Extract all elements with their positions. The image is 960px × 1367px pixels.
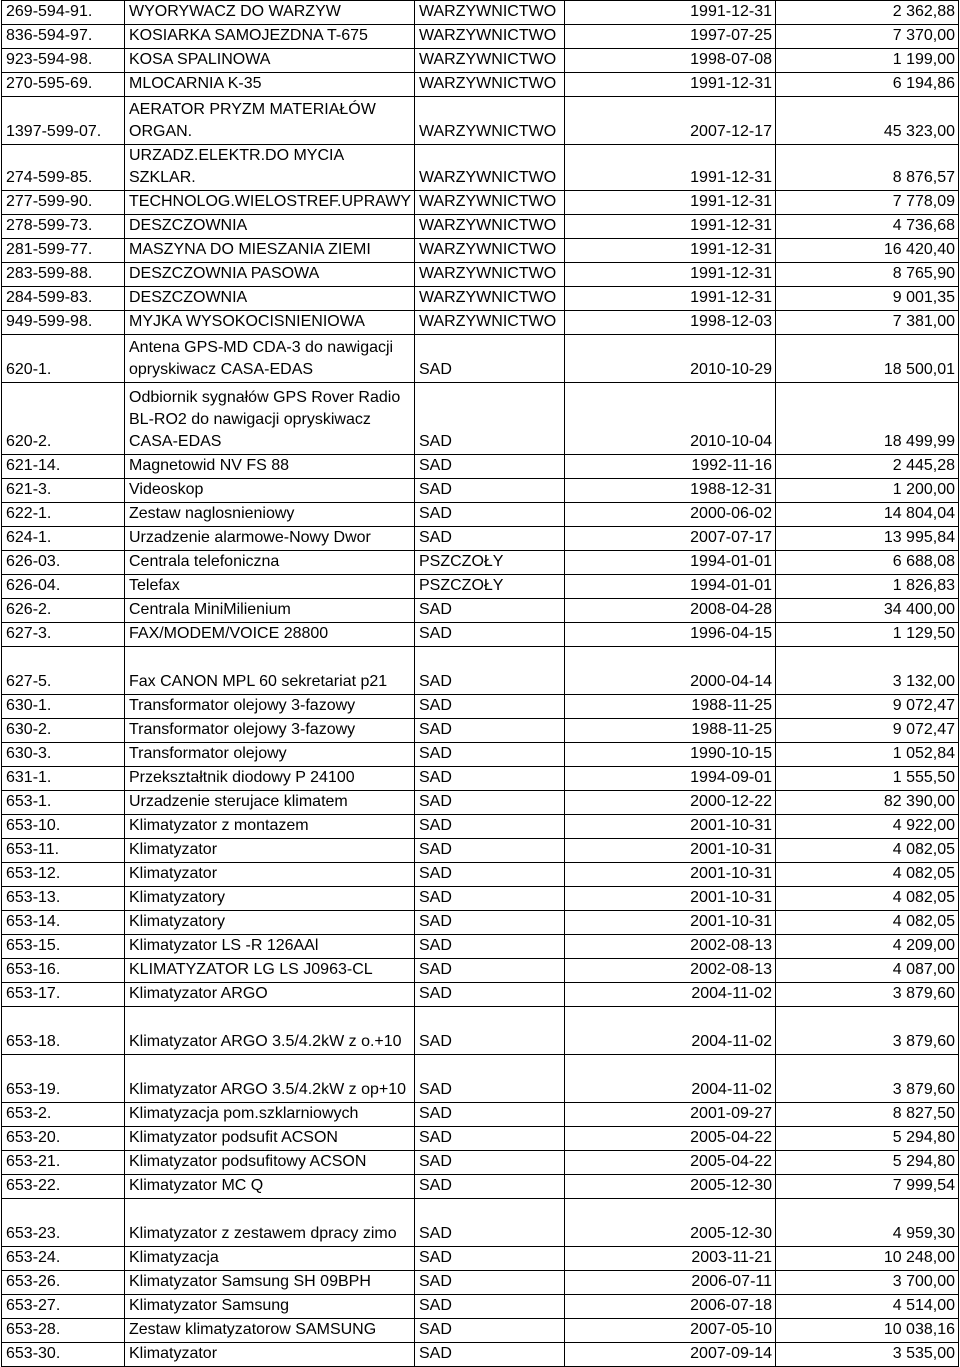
asset-category-cell: WARZYWNICTWO: [415, 1, 565, 25]
asset-date-cell: 1988-11-25: [565, 695, 776, 719]
asset-category-cell: WARZYWNICTWO: [415, 239, 565, 263]
asset-name-cell: Klimatyzator podsufit ACSON: [125, 1127, 415, 1151]
asset-id-cell: 653-22.: [2, 1175, 125, 1199]
asset-name-cell: Przekształtnik diodowy P 24100: [125, 767, 415, 791]
asset-date-cell: 2007-12-17: [565, 97, 776, 145]
asset-id-cell: 624-1.: [2, 527, 125, 551]
asset-category-cell: WARZYWNICTWO: [415, 145, 565, 191]
table-row: [2, 1055, 959, 1103]
asset-date-cell: 1991-12-31: [565, 239, 776, 263]
asset-id-cell: 653-12.: [2, 863, 125, 887]
table-row: [2, 719, 959, 743]
asset-value-cell: 8 827,50: [776, 1103, 959, 1127]
asset-name-cell: Transformator olejowy 3-fazowy: [125, 719, 415, 743]
asset-id-cell: 653-13.: [2, 887, 125, 911]
asset-date-cell: 1994-01-01: [565, 551, 776, 575]
asset-value-cell: 6 688,08: [776, 551, 959, 575]
asset-id-cell: 284-599-83.: [2, 287, 125, 311]
asset-date-cell: 2000-06-02: [565, 503, 776, 527]
asset-id-cell: 653-23.: [2, 1199, 125, 1247]
asset-id-cell: 653-27.: [2, 1295, 125, 1319]
asset-id-cell: 277-599-90.: [2, 191, 125, 215]
asset-name-cell: Klimatyzator ARGO: [125, 983, 415, 1007]
asset-id-cell: 626-04.: [2, 575, 125, 599]
asset-name-cell: Klimatyzator MC Q: [125, 1175, 415, 1199]
asset-category-cell: SAD: [415, 623, 565, 647]
asset-category-cell: WARZYWNICTWO: [415, 191, 565, 215]
asset-date-cell: 1991-12-31: [565, 215, 776, 239]
asset-category-cell: SAD: [415, 887, 565, 911]
asset-id-cell: 630-1.: [2, 695, 125, 719]
asset-value-cell: 4 087,00: [776, 959, 959, 983]
asset-id-cell: 653-20.: [2, 1127, 125, 1151]
asset-date-cell: 1991-12-31: [565, 287, 776, 311]
table-row: [2, 983, 959, 1007]
asset-date-cell: 2001-10-31: [565, 839, 776, 863]
asset-category-cell: SAD: [415, 743, 565, 767]
asset-name-cell: Klimatyzator z montazem: [125, 815, 415, 839]
table-row: [2, 1271, 959, 1295]
asset-value-cell: 16 420,40: [776, 239, 959, 263]
asset-date-cell: 2007-07-17: [565, 527, 776, 551]
asset-category-cell: WARZYWNICTWO: [415, 215, 565, 239]
asset-value-cell: 4 082,05: [776, 911, 959, 935]
asset-value-cell: 13 995,84: [776, 527, 959, 551]
asset-value-cell: 10 038,16: [776, 1319, 959, 1343]
table-row: [2, 1343, 959, 1367]
asset-name-cell: Urzadzenie sterujace klimatem: [125, 791, 415, 815]
asset-value-cell: 18 500,01: [776, 335, 959, 383]
asset-date-cell: 2005-04-22: [565, 1151, 776, 1175]
asset-id-cell: 653-17.: [2, 983, 125, 1007]
asset-category-cell: WARZYWNICTWO: [415, 49, 565, 73]
asset-date-cell: 2001-10-31: [565, 815, 776, 839]
asset-date-cell: 2003-11-21: [565, 1247, 776, 1271]
asset-date-cell: 1988-12-31: [565, 479, 776, 503]
asset-name-cell: WYORYWACZ DO WARZYW: [125, 1, 415, 25]
asset-value-cell: 7 370,00: [776, 25, 959, 49]
asset-id-cell: 923-594-98.: [2, 49, 125, 73]
asset-value-cell: 9 001,35: [776, 287, 959, 311]
asset-name-cell: AERATOR PRYZM MATERIAŁÓW ORGAN.: [125, 97, 415, 145]
asset-value-cell: 1 129,50: [776, 623, 959, 647]
asset-category-cell: SAD: [415, 1007, 565, 1055]
asset-value-cell: 1 052,84: [776, 743, 959, 767]
asset-value-cell: 3 700,00: [776, 1271, 959, 1295]
table-row: [2, 743, 959, 767]
asset-category-cell: WARZYWNICTWO: [415, 73, 565, 97]
table-row: [2, 839, 959, 863]
asset-id-cell: 653-30.: [2, 1343, 125, 1367]
asset-value-cell: 7 778,09: [776, 191, 959, 215]
asset-category-cell: SAD: [415, 935, 565, 959]
table-row: [2, 863, 959, 887]
table-row: [2, 935, 959, 959]
asset-date-cell: 1992-11-16: [565, 455, 776, 479]
table-row: [2, 1103, 959, 1127]
asset-name-cell: Antena GPS-MD CDA-3 do nawigacji opryskiwacz CASA-EDAS: [125, 335, 415, 383]
asset-date-cell: 1991-12-31: [565, 263, 776, 287]
asset-name-cell: Klimatyzator ARGO 3.5/4.2kW z o.+10: [125, 1007, 415, 1055]
asset-date-cell: 2006-07-18: [565, 1295, 776, 1319]
asset-name-cell: KOSA SPALINOWA: [125, 49, 415, 73]
asset-date-cell: 1998-07-08: [565, 49, 776, 73]
asset-name-cell: Zestaw klimatyzatorow SAMSUNG: [125, 1319, 415, 1343]
asset-category-cell: WARZYWNICTWO: [415, 311, 565, 335]
asset-date-cell: 1991-12-31: [565, 1, 776, 25]
asset-value-cell: 3 535,00: [776, 1343, 959, 1367]
asset-id-cell: 269-594-91.: [2, 1, 125, 25]
asset-category-cell: SAD: [415, 1055, 565, 1103]
asset-category-cell: SAD: [415, 1199, 565, 1247]
asset-value-cell: 82 390,00: [776, 791, 959, 815]
asset-category-cell: SAD: [415, 791, 565, 815]
asset-name-cell: Centrala telefoniczna: [125, 551, 415, 575]
asset-category-cell: SAD: [415, 767, 565, 791]
asset-value-cell: 14 804,04: [776, 503, 959, 527]
table-row: [2, 1151, 959, 1175]
asset-name-cell: DESZCZOWNIA PASOWA: [125, 263, 415, 287]
asset-date-cell: 2004-11-02: [565, 1007, 776, 1055]
asset-name-cell: Odbiornik sygnałów GPS Rover Radio BL-RO2 do nawigacji opryskiwacz CASA-EDAS: [125, 383, 415, 455]
asset-id-cell: 630-2.: [2, 719, 125, 743]
asset-category-cell: WARZYWNICTWO: [415, 263, 565, 287]
asset-value-cell: 4 082,05: [776, 839, 959, 863]
table-row: [2, 215, 959, 239]
asset-category-cell: SAD: [415, 479, 565, 503]
asset-category-cell: WARZYWNICTWO: [415, 25, 565, 49]
asset-name-cell: Klimatyzacja pom.szklarniowych: [125, 1103, 415, 1127]
asset-category-cell: PSZCZOŁY: [415, 575, 565, 599]
asset-date-cell: 1994-01-01: [565, 575, 776, 599]
asset-id-cell: 278-599-73.: [2, 215, 125, 239]
asset-id-cell: 626-2.: [2, 599, 125, 623]
asset-name-cell: Fax CANON MPL 60 sekretariat p21: [125, 647, 415, 695]
asset-date-cell: 2008-04-28: [565, 599, 776, 623]
asset-value-cell: 1 826,83: [776, 575, 959, 599]
table-row: [2, 25, 959, 49]
table-row: [2, 49, 959, 73]
asset-name-cell: Klimatyzatory: [125, 887, 415, 911]
table-row: [2, 1295, 959, 1319]
asset-category-cell: SAD: [415, 695, 565, 719]
table-row: [2, 239, 959, 263]
asset-id-cell: 653-24.: [2, 1247, 125, 1271]
asset-id-cell: 653-15.: [2, 935, 125, 959]
asset-date-cell: 2004-11-02: [565, 1055, 776, 1103]
table-row: [2, 959, 959, 983]
asset-date-cell: 2010-10-29: [565, 335, 776, 383]
table-row: [2, 1247, 959, 1271]
asset-date-cell: 2010-10-04: [565, 383, 776, 455]
asset-id-cell: 620-1.: [2, 335, 125, 383]
asset-name-cell: MASZYNA DO MIESZANIA ZIEMI: [125, 239, 415, 263]
asset-id-cell: 622-1.: [2, 503, 125, 527]
asset-category-cell: SAD: [415, 911, 565, 935]
asset-category-cell: SAD: [415, 1343, 565, 1367]
asset-category-cell: SAD: [415, 503, 565, 527]
asset-name-cell: Klimatyzator ARGO 3.5/4.2kW z op+10: [125, 1055, 415, 1103]
asset-name-cell: DESZCZOWNIA: [125, 215, 415, 239]
asset-date-cell: 2005-04-22: [565, 1127, 776, 1151]
asset-name-cell: Klimatyzator Samsung: [125, 1295, 415, 1319]
asset-date-cell: 1998-12-03: [565, 311, 776, 335]
asset-value-cell: 4 209,00: [776, 935, 959, 959]
asset-name-cell: FAX/MODEM/VOICE 28800: [125, 623, 415, 647]
asset-name-cell: Klimatyzatory: [125, 911, 415, 935]
table-row: [2, 479, 959, 503]
asset-name-cell: KOSIARKA SAMOJEZDNA T-675: [125, 25, 415, 49]
asset-category-cell: SAD: [415, 815, 565, 839]
asset-value-cell: 4 736,68: [776, 215, 959, 239]
asset-value-cell: 4 082,05: [776, 887, 959, 911]
table-row: [2, 97, 959, 145]
asset-id-cell: 1397-599-07.: [2, 97, 125, 145]
asset-name-cell: Klimatyzacja: [125, 1247, 415, 1271]
asset-category-cell: SAD: [415, 1127, 565, 1151]
asset-name-cell: Klimatyzator: [125, 1343, 415, 1367]
asset-category-cell: SAD: [415, 455, 565, 479]
asset-value-cell: 1 200,00: [776, 479, 959, 503]
asset-id-cell: 621-3.: [2, 479, 125, 503]
asset-name-cell: KLIMATYZATOR LG LS J0963-CL: [125, 959, 415, 983]
asset-value-cell: 5 294,80: [776, 1127, 959, 1151]
asset-value-cell: 2 362,88: [776, 1, 959, 25]
table-row: [2, 647, 959, 695]
table-row: [2, 791, 959, 815]
asset-name-cell: Klimatyzator: [125, 863, 415, 887]
asset-name-cell: Klimatyzator z zestawem dpracy zimo: [125, 1199, 415, 1247]
asset-value-cell: 10 248,00: [776, 1247, 959, 1271]
table-row: [2, 1199, 959, 1247]
asset-value-cell: 6 194,86: [776, 73, 959, 97]
asset-category-cell: SAD: [415, 959, 565, 983]
table-row: [2, 695, 959, 719]
asset-id-cell: 653-11.: [2, 839, 125, 863]
asset-date-cell: 2007-05-10: [565, 1319, 776, 1343]
asset-value-cell: 3 879,60: [776, 1055, 959, 1103]
asset-category-cell: SAD: [415, 719, 565, 743]
asset-name-cell: DESZCZOWNIA: [125, 287, 415, 311]
asset-table: [1, 0, 959, 1367]
table-row: [2, 383, 959, 455]
asset-category-cell: SAD: [415, 1271, 565, 1295]
table-row: [2, 311, 959, 335]
asset-date-cell: 2001-09-27: [565, 1103, 776, 1127]
asset-category-cell: SAD: [415, 983, 565, 1007]
asset-name-cell: MYJKA WYSOKOCISNIENIOWA: [125, 311, 415, 335]
asset-value-cell: 45 323,00: [776, 97, 959, 145]
asset-id-cell: 653-19.: [2, 1055, 125, 1103]
asset-category-cell: WARZYWNICTWO: [415, 97, 565, 145]
asset-id-cell: 274-599-85.: [2, 145, 125, 191]
asset-category-cell: SAD: [415, 1295, 565, 1319]
table-row: [2, 287, 959, 311]
asset-category-cell: SAD: [415, 1247, 565, 1271]
asset-name-cell: Magnetowid NV FS 88: [125, 455, 415, 479]
asset-value-cell: 4 082,05: [776, 863, 959, 887]
asset-value-cell: 8 876,57: [776, 145, 959, 191]
asset-date-cell: 1996-04-15: [565, 623, 776, 647]
table-row: [2, 1127, 959, 1151]
asset-name-cell: TECHNOLOG.WIELOSTREF.UPRAWY: [125, 191, 415, 215]
asset-value-cell: 4 922,00: [776, 815, 959, 839]
asset-date-cell: 1991-12-31: [565, 145, 776, 191]
asset-date-cell: 2001-10-31: [565, 863, 776, 887]
table-row: [2, 73, 959, 97]
table-row: [2, 263, 959, 287]
asset-id-cell: 949-599-98.: [2, 311, 125, 335]
asset-value-cell: 1 199,00: [776, 49, 959, 73]
asset-id-cell: 653-14.: [2, 911, 125, 935]
asset-id-cell: 653-16.: [2, 959, 125, 983]
asset-name-cell: MLOCARNIA K-35: [125, 73, 415, 97]
asset-name-cell: Transformator olejowy 3-fazowy: [125, 695, 415, 719]
asset-value-cell: 5 294,80: [776, 1151, 959, 1175]
asset-category-cell: SAD: [415, 383, 565, 455]
asset-name-cell: URZADZ.ELEKTR.DO MYCIA SZKLAR.: [125, 145, 415, 191]
asset-id-cell: 620-2.: [2, 383, 125, 455]
asset-id-cell: 653-2.: [2, 1103, 125, 1127]
asset-category-cell: SAD: [415, 839, 565, 863]
table-row: [2, 911, 959, 935]
asset-date-cell: 1997-07-25: [565, 25, 776, 49]
asset-id-cell: 283-599-88.: [2, 263, 125, 287]
asset-id-cell: 836-594-97.: [2, 25, 125, 49]
asset-category-cell: SAD: [415, 1151, 565, 1175]
asset-date-cell: 1994-09-01: [565, 767, 776, 791]
asset-id-cell: 653-18.: [2, 1007, 125, 1055]
table-row: [2, 599, 959, 623]
asset-date-cell: 2002-08-13: [565, 959, 776, 983]
asset-name-cell: Zestaw naglosnieniowy: [125, 503, 415, 527]
asset-category-cell: SAD: [415, 863, 565, 887]
asset-category-cell: SAD: [415, 1103, 565, 1127]
asset-name-cell: Centrala MiniMilienium: [125, 599, 415, 623]
asset-date-cell: 2005-12-30: [565, 1175, 776, 1199]
asset-date-cell: 2007-09-14: [565, 1343, 776, 1367]
table-row: [2, 455, 959, 479]
asset-id-cell: 270-595-69.: [2, 73, 125, 97]
asset-name-cell: Telefax: [125, 575, 415, 599]
asset-date-cell: 2000-04-14: [565, 647, 776, 695]
table-row: [2, 767, 959, 791]
asset-id-cell: 630-3.: [2, 743, 125, 767]
asset-id-cell: 621-14.: [2, 455, 125, 479]
asset-date-cell: 2000-12-22: [565, 791, 776, 815]
asset-category-cell: PSZCZOŁY: [415, 551, 565, 575]
asset-id-cell: 653-1.: [2, 791, 125, 815]
asset-date-cell: 2005-12-30: [565, 1199, 776, 1247]
table-row: [2, 335, 959, 383]
asset-date-cell: 2004-11-02: [565, 983, 776, 1007]
asset-name-cell: Klimatyzator Samsung SH 09BPH: [125, 1271, 415, 1295]
asset-value-cell: 1 555,50: [776, 767, 959, 791]
asset-value-cell: 3 879,60: [776, 1007, 959, 1055]
asset-name-cell: Videoskop: [125, 479, 415, 503]
asset-date-cell: 1988-11-25: [565, 719, 776, 743]
asset-id-cell: 631-1.: [2, 767, 125, 791]
asset-value-cell: 7 381,00: [776, 311, 959, 335]
table-row: [2, 1175, 959, 1199]
asset-name-cell: Urzadzenie alarmowe-Nowy Dwor: [125, 527, 415, 551]
asset-date-cell: 2006-07-11: [565, 1271, 776, 1295]
asset-name-cell: Klimatyzator: [125, 839, 415, 863]
asset-value-cell: 3 132,00: [776, 647, 959, 695]
table-row: [2, 527, 959, 551]
table-row: [2, 575, 959, 599]
asset-category-cell: SAD: [415, 599, 565, 623]
asset-date-cell: 1991-12-31: [565, 191, 776, 215]
table-row: [2, 1, 959, 25]
table-row: [2, 551, 959, 575]
asset-id-cell: 653-10.: [2, 815, 125, 839]
asset-name-cell: Klimatyzator podsufitowy ACSON: [125, 1151, 415, 1175]
asset-category-cell: SAD: [415, 527, 565, 551]
asset-category-cell: SAD: [415, 1319, 565, 1343]
asset-value-cell: 9 072,47: [776, 695, 959, 719]
asset-value-cell: 18 499,99: [776, 383, 959, 455]
asset-name-cell: Transformator olejowy: [125, 743, 415, 767]
asset-id-cell: 653-21.: [2, 1151, 125, 1175]
asset-value-cell: 2 445,28: [776, 455, 959, 479]
asset-table-body: [2, 1, 959, 1367]
asset-value-cell: 8 765,90: [776, 263, 959, 287]
asset-date-cell: 1991-12-31: [565, 73, 776, 97]
asset-category-cell: SAD: [415, 335, 565, 383]
table-row: [2, 503, 959, 527]
asset-id-cell: 626-03.: [2, 551, 125, 575]
asset-id-cell: 653-26.: [2, 1271, 125, 1295]
asset-id-cell: 627-3.: [2, 623, 125, 647]
table-row: [2, 1007, 959, 1055]
asset-value-cell: 34 400,00: [776, 599, 959, 623]
asset-date-cell: 2001-10-31: [565, 887, 776, 911]
asset-value-cell: 3 879,60: [776, 983, 959, 1007]
asset-id-cell: 627-5.: [2, 647, 125, 695]
asset-value-cell: 9 072,47: [776, 719, 959, 743]
asset-date-cell: 1990-10-15: [565, 743, 776, 767]
table-row: [2, 191, 959, 215]
table-row: [2, 887, 959, 911]
asset-id-cell: 653-28.: [2, 1319, 125, 1343]
table-row: [2, 1319, 959, 1343]
asset-id-cell: 281-599-77.: [2, 239, 125, 263]
asset-date-cell: 2002-08-13: [565, 935, 776, 959]
asset-value-cell: 7 999,54: [776, 1175, 959, 1199]
asset-value-cell: 4 959,30: [776, 1199, 959, 1247]
asset-name-cell: Klimatyzator LS -R 126AAl: [125, 935, 415, 959]
asset-category-cell: SAD: [415, 647, 565, 695]
table-row: [2, 145, 959, 191]
asset-category-cell: WARZYWNICTWO: [415, 287, 565, 311]
table-row: [2, 623, 959, 647]
table-row: [2, 815, 959, 839]
asset-category-cell: SAD: [415, 1175, 565, 1199]
asset-value-cell: 4 514,00: [776, 1295, 959, 1319]
asset-date-cell: 2001-10-31: [565, 911, 776, 935]
